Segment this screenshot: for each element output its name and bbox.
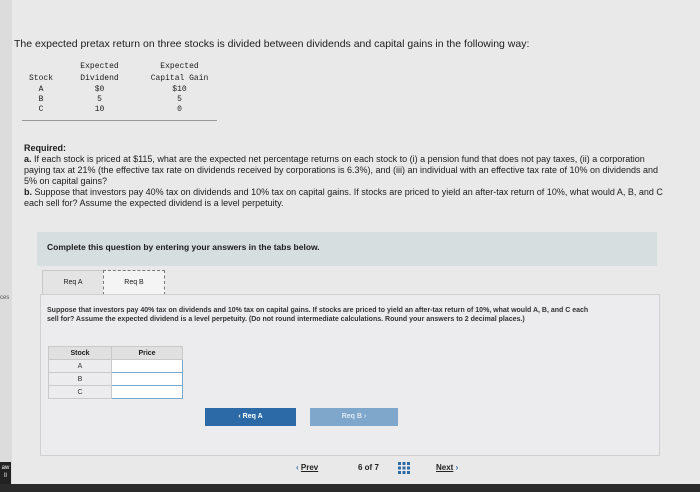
part-a-lead: a. bbox=[24, 154, 32, 164]
price-input-a[interactable] bbox=[112, 360, 183, 373]
chevron-left-icon: ‹ bbox=[296, 463, 299, 472]
answer-row-b-stock: B bbox=[49, 373, 112, 386]
header-gain-1: Expected bbox=[160, 62, 199, 71]
prev-link[interactable] bbox=[296, 463, 318, 472]
left-sidebar-edge bbox=[0, 0, 12, 492]
price-input-c[interactable] bbox=[112, 386, 183, 399]
header-stock: Stock bbox=[28, 74, 53, 83]
row-c-stock: C bbox=[38, 105, 44, 114]
tab-req-b[interactable]: Req B bbox=[103, 270, 165, 295]
req-b-nav-label: Req B bbox=[341, 413, 362, 420]
req-a-nav-label: Req A bbox=[242, 413, 263, 420]
next-label: Next bbox=[436, 463, 454, 472]
grid-icon[interactable] bbox=[398, 462, 410, 474]
page-indicator: 6 of 7 bbox=[358, 463, 379, 472]
row-a-gain: $10 bbox=[172, 85, 187, 94]
tab-req-a[interactable]: Req A bbox=[42, 270, 104, 295]
prev-label: Prev bbox=[300, 463, 319, 472]
bottom-bar bbox=[0, 484, 700, 492]
required-heading: Required: bbox=[24, 143, 67, 153]
row-b-dividend: 5 bbox=[97, 95, 102, 104]
req-b-nav-button[interactable] bbox=[310, 408, 398, 426]
side-badge-line-2: ll bbox=[4, 473, 7, 479]
instructions-banner bbox=[37, 232, 657, 266]
next-link[interactable] bbox=[436, 463, 458, 472]
question-intro: The expected pretax return on three stocks is divided between dividends and capital gains in the following way: bbox=[14, 38, 530, 50]
required-part-b bbox=[24, 187, 664, 209]
chevron-left-icon: ‹ bbox=[238, 413, 241, 420]
header-gain-2: Capital Gain bbox=[150, 74, 209, 83]
banner-text: Complete this question by entering your answers in the tabs below. bbox=[47, 242, 320, 252]
row-b-gain: 5 bbox=[177, 95, 182, 104]
row-a-dividend: $0 bbox=[94, 85, 105, 94]
answer-table bbox=[48, 346, 183, 399]
part-b-lead: b. bbox=[24, 187, 32, 197]
part-b-text: Suppose that investors pay 40% tax on dividends and 10% tax on capital gains. If stocks are priced to yield an after-tax return of 10%, what would A, B, and C each sell for? Assume the expected dividend is a level perpetuity. bbox=[24, 187, 663, 208]
required-section bbox=[24, 143, 664, 209]
row-b-stock: B bbox=[38, 95, 44, 104]
chevron-right-icon: › bbox=[455, 463, 459, 472]
row-a-stock: A bbox=[38, 85, 44, 94]
answer-header-price: Price bbox=[112, 347, 183, 360]
side-badge-line-1: aw bbox=[1, 465, 10, 471]
row-c-dividend: 10 bbox=[94, 105, 105, 114]
answer-row-c-stock: C bbox=[49, 386, 112, 399]
part-a-text: If each stock is priced at $115, what are the expected net percentage returns on each stock to (i) a pension fund that does not pay taxes, (ii) a corporation paying tax at 21% (the effective tax rate on dividends received by corporations is 6.3%), and (iii) an individual with an effective tax rate of 10% on dividends and 5% on capital gains? bbox=[24, 154, 659, 186]
req-a-nav-button[interactable] bbox=[205, 408, 296, 426]
header-dividend-1: Expected bbox=[80, 62, 119, 71]
required-part-a bbox=[24, 154, 664, 187]
row-c-gain: 0 bbox=[177, 105, 182, 114]
price-input-b[interactable] bbox=[112, 373, 183, 386]
answer-row-a-stock: A bbox=[49, 360, 112, 373]
side-badge bbox=[0, 462, 11, 484]
header-dividend-2: Dividend bbox=[80, 74, 119, 83]
side-label: ces bbox=[0, 295, 10, 301]
req-b-instructions: Suppose that investors pay 40% tax on dividends and 10% tax on capital gains. If stocks are priced to yield an after-tax return of 10%, what would A, B, and C each sell for? Assume the expected dividend is a level perpetuity. (Do not round intermediate calculations. Round your answers to 2 decimal places.) bbox=[47, 307, 589, 323]
answer-header-stock: Stock bbox=[49, 347, 112, 360]
stock-table bbox=[22, 62, 217, 121]
chevron-right-icon: › bbox=[363, 413, 367, 420]
